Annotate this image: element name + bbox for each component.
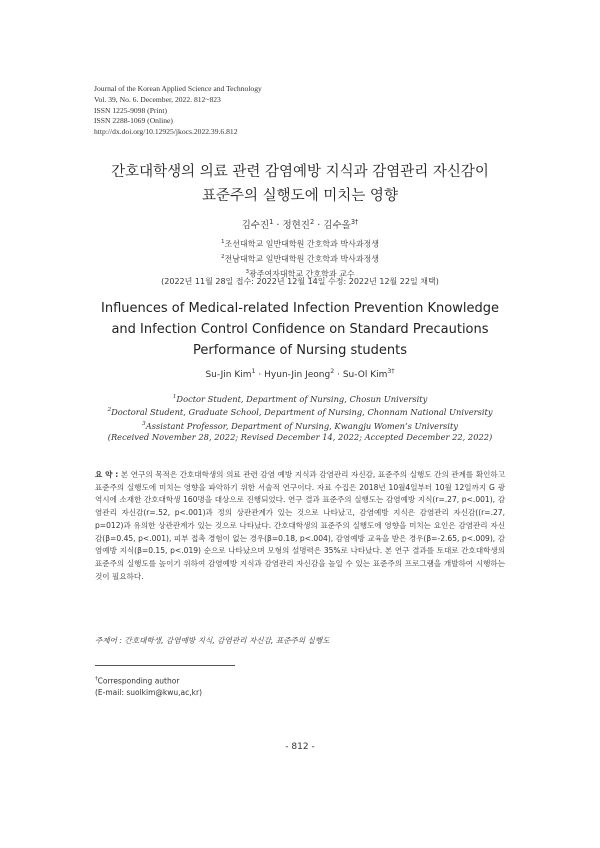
dagger-mark: † (95, 676, 98, 682)
page-number: - 812 - (285, 742, 315, 752)
abstract-label: 요 약 : (95, 470, 119, 479)
author-3-sup: 3† (350, 217, 359, 226)
author-en-1: Su-Jin Kim (205, 370, 252, 380)
affiliation-text: Doctor Student, Department of Nursing, Chosun University (176, 393, 428, 404)
corresponding-author (95, 674, 202, 687)
affiliation-sup: 2 (107, 407, 112, 414)
issn-online: ISSN 2288-1069 (Online) (94, 116, 173, 126)
author-en-2-sup: 2 (330, 368, 335, 375)
affiliation-sup: 2 (220, 254, 225, 261)
affiliation-ko-2 (0, 251, 600, 266)
author-1-sup: 1 (269, 217, 274, 226)
english-title-line-1: Influences of Medical-related Infection Prevention Knowledge (101, 301, 499, 316)
affiliation-text: 전남대학교 일반대학원 간호학과 박사과정생 (224, 254, 380, 264)
affiliation-en-1 (0, 392, 600, 405)
affiliation-text: 광주여자대학교 간호학과 교수 (249, 269, 355, 279)
journal-header (94, 84, 262, 138)
affiliation-en-3 (0, 419, 600, 432)
author-separator: · (334, 370, 343, 380)
corresponding-email: (E-mail: suolkim@kwu,ac,kr) (95, 688, 202, 697)
english-title-line-2: and Infection Control Confidence on Standard Precautions (111, 322, 489, 337)
affiliation-sup: 3 (142, 420, 146, 427)
english-received-dates: (Received November 28, 2022; Revised December 14, 2022; Accepted December 22, 2022) (107, 431, 493, 442)
affiliation-sup: 1 (220, 239, 225, 245)
affiliation-sup: 1 (172, 394, 177, 400)
author-separator: · (255, 370, 265, 380)
korean-title-line-1: 간호대학생의 의료 관련 감염예방 지식과 감염관리 자신감이 (111, 164, 489, 180)
affiliation-ko-1 (0, 236, 600, 251)
english-authors (0, 368, 600, 380)
author-2-sup: 2 (309, 217, 315, 226)
issn-print: ISSN 1225-9098 (Print) (94, 105, 167, 115)
affiliation-en-2 (0, 405, 600, 418)
english-title (0, 298, 600, 361)
korean-authors (0, 217, 600, 231)
author-separator: · (273, 220, 283, 231)
footnote-divider (95, 665, 235, 666)
author-2: 정현진 (282, 220, 310, 231)
abstract (95, 469, 505, 583)
author-en-1-sup: 1 (251, 368, 256, 375)
korean-title-line-2: 표준주의 실행도에 미치는 영향 (202, 188, 398, 204)
author-en-3: Su-Ol Kim (342, 370, 388, 380)
korean-received-dates: (2022년 11월 28일 접수: 2022년 12월 14일 수정: 2022년 12월 22일 채택) (161, 277, 439, 286)
keywords: 주제어 : 간호대학생, 감염예방 지식, 감염관리 자신감, 표준주의 실행도 (95, 636, 330, 645)
affiliation-sup: 3 (245, 269, 249, 276)
doi-link[interactable]: http://dx.doi.org/10.12925/jkocs.2022.39.6.812 (94, 127, 238, 137)
author-separator: · (314, 220, 324, 231)
author-en-3-sup: 3† (387, 368, 395, 375)
korean-affiliations (0, 236, 600, 281)
author-1: 김수진 (241, 220, 270, 231)
journal-volume: Vol. 39, No. 6. December, 2022. 812~823 (94, 94, 221, 104)
author-3: 김수올 (323, 220, 351, 231)
affiliation-text: Assistant Professor, Department of Nursing, Kwangju Women’s University (145, 420, 458, 431)
english-title-line-3: Performance of Nursing students (193, 343, 407, 358)
affiliation-text: 조선대학교 일반대학원 간호학과 박사과정생 (224, 239, 380, 249)
journal-name: Journal of the Korean Applied Science and Technology (94, 84, 262, 93)
footnote (95, 674, 202, 699)
korean-title (0, 160, 600, 208)
abstract-text: 본 연구의 목적은 간호대학생의 의료 관련 감염 예방 지식과 감염관리 자신감, 표준주의 실행도 간의 관계를 확인하고 표준주의 실행도에 미치는 영향을 파악하기 위한 서술적 연구이다. 자료 수집은 2018년 10월4일부터 10월 12일까지 G 광역시에 소재한 간호대학생 160명을 대상으로 진행되었다. 연구 결과 표준주의 실행도는 감염예방 지식(r=.27, p<.001), 감염관리 자신감(r=.52, p<.001)과 정의 상관관계가 있는 것으로 나타났고, 감염예방 지식은 감염관리 자신감((r=.27, p=012)과 유의한 상관관계가 있는 것으로 나타났다. 간호대학생의 표준주의 실행도에 영향을 미치는 요인은 감염관리 자신감(β=0.45, p<.001), 피부 접촉 경험이 없는 경우(β=0.18, p<.004), 감염예방 교육을 받은 경우(β=-2.65, p<.009), 감염예방 지식(β=0.15, p<.019) 순으로 나타났으며 모형의 설명력은 35%로 나타났다. 본 연구 결과를 토대로 간호대학생의 표준주의 실행도를 높이기 위하여 감염예방 지식과 감염관리 자신감을 높일 수 있는 표준주의 프로그램을 개발하여 시행하는 것이 필요하다. (95, 470, 505, 581)
corresponding-label: Corresponding author (97, 676, 180, 686)
affiliation-text: Doctoral Student, Graduate School, Department of Nursing, Chonnam National University (111, 407, 493, 418)
english-affiliations (0, 392, 600, 443)
author-en-2: Hyun-Jin Jeong (264, 370, 331, 380)
